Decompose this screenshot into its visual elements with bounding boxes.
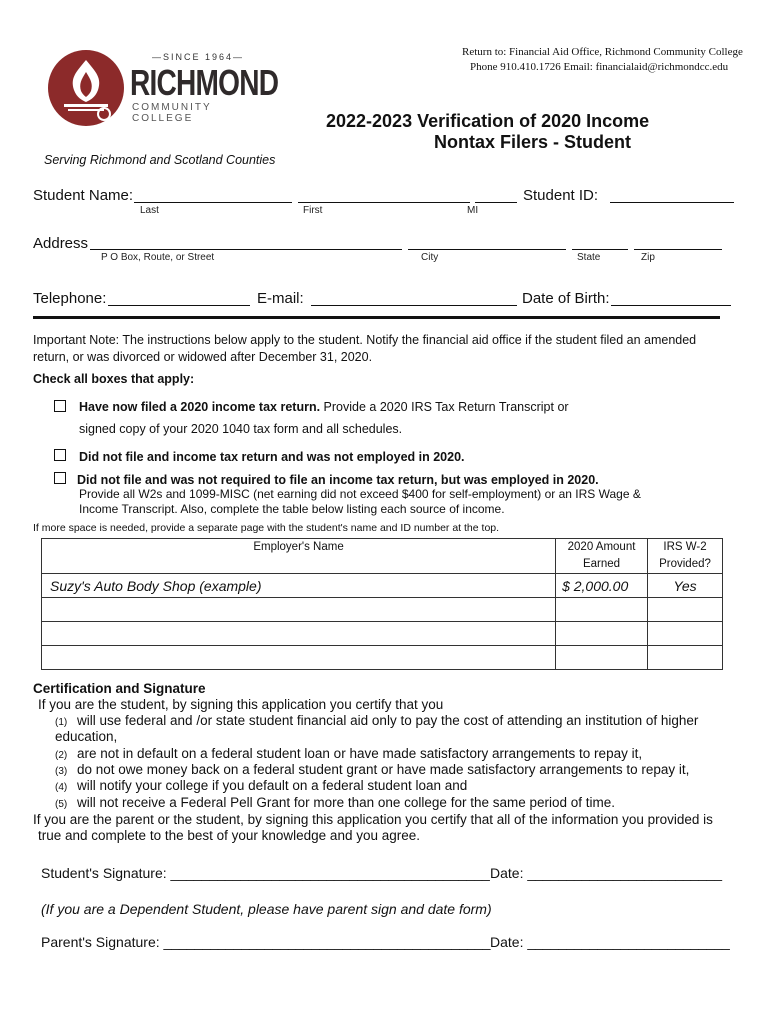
- option-filed-line2: signed copy of your 2020 1040 tax form and all schedules.: [79, 422, 403, 436]
- serving-counties: Serving Richmond and Scotland Counties: [44, 153, 276, 167]
- cert-item-5: [55, 795, 615, 814]
- dependent-note: (If you are a Dependent Student, please have parent sign and date form): [41, 901, 492, 917]
- option-filed-bold: Have now filed a 2020 income tax return.: [79, 400, 321, 414]
- telephone-field[interactable]: [108, 305, 250, 306]
- amount-cell[interactable]: [556, 598, 648, 622]
- cert-item-1-cont: education,: [55, 729, 118, 744]
- email-label: E-mail:: [257, 290, 304, 307]
- option-filed-checkbox[interactable]: [54, 400, 66, 412]
- employer-cell[interactable]: [42, 622, 556, 646]
- option-not-employed-text: Did not file and income tax return and was not employed in 2020.: [79, 450, 465, 464]
- table-row: [42, 622, 723, 646]
- cert-item-5-text: will not receive a Federal Pell Grant for more than one college for the same period of time.: [77, 795, 616, 810]
- cert-item-3-text: do not owe money back on a federal student grant or have made satisfactory arrangements to repay it,: [77, 762, 690, 777]
- street-field[interactable]: [90, 249, 402, 250]
- parent-cert-line1: If you are the parent or the student, by signing this application you certify that all of the information you provided is: [33, 812, 713, 827]
- note-line1: Important Note: The instructions below apply to the student. Notify the financial aid office if the student filed an amended: [33, 333, 697, 347]
- student-signature-field[interactable]: Student's Signature: _________________________________________: [41, 865, 490, 881]
- col-amount-label-1: 2020 Amount: [567, 541, 636, 553]
- college-logo: [46, 48, 279, 128]
- w2-cell[interactable]: [648, 598, 723, 622]
- col-w2-label-2: Provided?: [659, 558, 711, 570]
- check-all-heading: Check all boxes that apply:: [33, 372, 195, 386]
- table-row: [42, 646, 723, 670]
- col-amount-header: [556, 539, 648, 574]
- cert-item-4-text: will notify your college if you default on a federal student loan and: [77, 778, 468, 793]
- section-divider: [33, 316, 720, 319]
- cert-item-3-num: (3): [55, 766, 68, 777]
- option-not-employed-checkbox[interactable]: [54, 449, 66, 461]
- student-id-label: Student ID:: [523, 187, 599, 204]
- cert-item-1: [55, 713, 698, 732]
- space-note: If more space is needed, provide a separate page with the student's name and ID number at the top.: [33, 522, 500, 534]
- city-field[interactable]: [408, 249, 566, 250]
- cert-item-4-num: (4): [55, 782, 68, 793]
- table-row: [42, 574, 723, 598]
- address-label: Address: [33, 235, 89, 252]
- form-title-line1: 2022-2023 Verification of 2020 Income: [326, 111, 650, 131]
- option-employed-line3: Income Transcript. Also, complete the table below listing each source of income.: [79, 502, 505, 516]
- employer-cell[interactable]: [42, 646, 556, 670]
- state-label: State: [577, 252, 601, 263]
- email-field[interactable]: [311, 305, 517, 306]
- student-date-field[interactable]: Date: _________________________: [490, 865, 723, 881]
- mi-label: MI: [467, 205, 479, 216]
- mi-field[interactable]: [475, 202, 517, 203]
- w2-cell[interactable]: [648, 646, 723, 670]
- cert-item-5-num: (5): [55, 799, 68, 810]
- col-employer-header: [42, 539, 556, 574]
- option-employed-checkbox[interactable]: [54, 472, 66, 484]
- col-w2-header: [648, 539, 723, 574]
- col-w2-label-1: IRS W-2: [663, 541, 707, 553]
- dob-field[interactable]: [611, 305, 731, 306]
- cert-item-1-text: will use federal and /or state student financial aid only to pay the cost of attending an institution of higher: [77, 713, 699, 728]
- first-name-field[interactable]: [298, 202, 470, 203]
- option-filed-text: [79, 398, 569, 416]
- table-row: [42, 598, 723, 622]
- employer-cell[interactable]: [42, 598, 556, 622]
- po-label: P O Box, Route, or Street: [101, 252, 215, 263]
- col-amount-label-2: Earned: [582, 558, 621, 570]
- option-filed-rest: Provide a 2020 IRS Tax Return Transcript or: [320, 400, 569, 414]
- flame-gear-icon: [46, 48, 126, 128]
- parent-cert-line2: true and complete to the best of your knowledge and you agree.: [38, 828, 421, 843]
- parent-date-field[interactable]: Date: __________________________: [490, 934, 730, 950]
- telephone-label: Telephone:: [33, 290, 107, 307]
- note-line2: return, or was divorced or widowed after December 31, 2020.: [33, 350, 373, 364]
- cert-item-2-num: (2): [55, 750, 68, 761]
- example-employer: Suzy's Auto Body Shop (example): [42, 574, 556, 598]
- table-header-row: [42, 539, 723, 574]
- state-field[interactable]: [572, 249, 628, 250]
- employer-table: [41, 538, 723, 670]
- example-w2: Yes: [648, 574, 723, 598]
- w2-cell[interactable]: [648, 622, 723, 646]
- city-label: City: [421, 252, 439, 263]
- col-employer-label: Employer's Name: [253, 541, 344, 553]
- cert-item-2-text: are not in default on a federal student loan or have made satisfactory arrangements to repay it,: [77, 746, 643, 761]
- cert-item-1-num: (1): [55, 717, 68, 728]
- logo-since: —SINCE 1964—: [152, 52, 245, 62]
- form-title-line2: Nontax Filers - Student: [434, 132, 632, 152]
- return-to: Return to: Financial Aid Office, Richmond Community College: [462, 46, 743, 58]
- logo-subname: COMMUNITY COLLEGE: [132, 102, 212, 124]
- parent-signature-field[interactable]: Parent's Signature: __________________________________________: [41, 934, 491, 950]
- amount-cell[interactable]: [556, 622, 648, 646]
- cert-item-4: [55, 778, 467, 797]
- student-id-field[interactable]: [610, 202, 734, 203]
- phone-email: Phone 910.410.1726 Email: financialaid@richmondcc.edu: [470, 61, 729, 73]
- zip-label: Zip: [641, 252, 655, 263]
- student-name-label: Student Name:: [33, 187, 134, 204]
- certification-heading: Certification and Signature: [33, 681, 206, 696]
- option-employed-line2: Provide all W2s and 1099-MISC (net earning did not exceed $400 for self-employment) or an IRS Wage &: [79, 487, 641, 501]
- certification-intro: If you are the student, by signing this application you certify that you: [38, 697, 444, 712]
- first-label: First: [303, 205, 323, 216]
- last-label: Last: [140, 205, 159, 216]
- zip-field[interactable]: [634, 249, 722, 250]
- dob-label: Date of Birth:: [522, 290, 610, 307]
- option-employed-text: Did not file and was not required to file an income tax return, but was employed in 2020.: [77, 473, 599, 487]
- amount-cell[interactable]: [556, 646, 648, 670]
- example-amount: $ 2,000.00: [556, 574, 648, 598]
- logo-name: RICHMOND: [130, 62, 279, 103]
- last-name-field[interactable]: [134, 202, 292, 203]
